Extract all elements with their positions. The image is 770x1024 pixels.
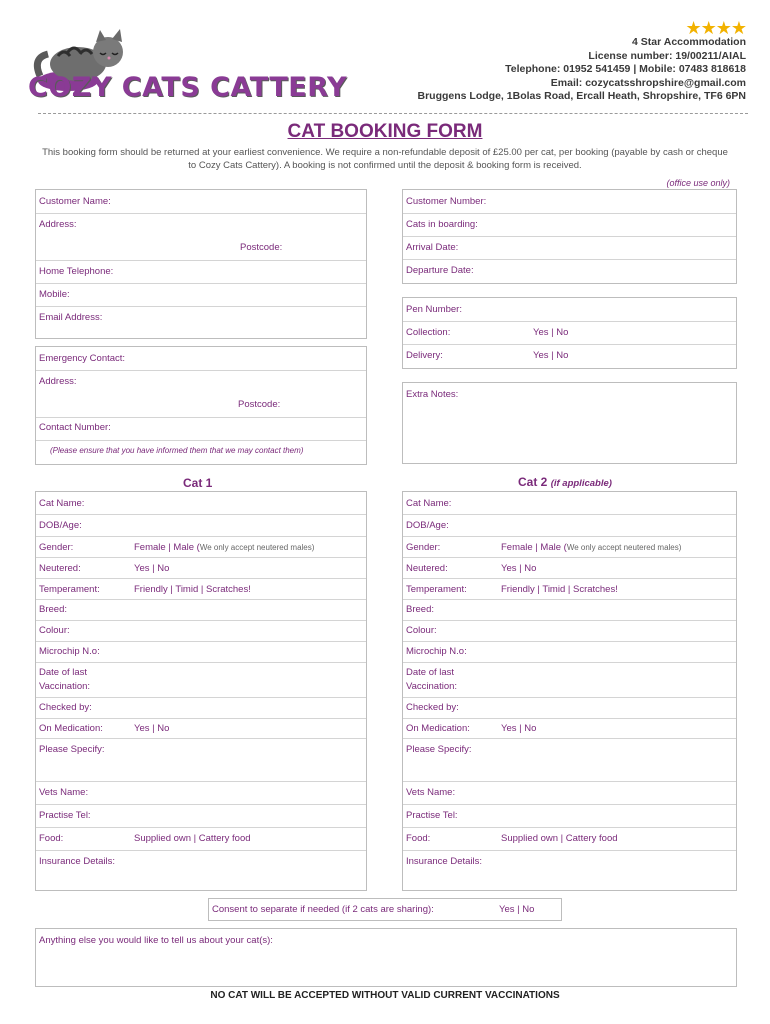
- delivery-options[interactable]: Yes | No: [533, 350, 569, 361]
- divider: [403, 662, 736, 663]
- divider: [36, 718, 366, 719]
- gender-options[interactable]: [501, 542, 681, 553]
- consent-box: [208, 898, 562, 921]
- emergency-contact-field[interactable]: Emergency Contact:: [39, 353, 126, 364]
- office-dates-box: [402, 189, 737, 284]
- practise-tel-field[interactable]: Practise Tel:: [406, 810, 458, 821]
- temperament-options[interactable]: Friendly | Timid | Scratches!: [134, 584, 251, 595]
- extra-notes-box[interactable]: [402, 382, 737, 464]
- medication-options[interactable]: Yes | No: [134, 723, 170, 734]
- divider: [36, 536, 366, 537]
- microchip-field[interactable]: Microchip N.o:: [39, 646, 100, 657]
- header-divider: [38, 113, 748, 114]
- accommodation-text: 4 Star Accommodation: [632, 36, 746, 48]
- divider: [403, 344, 736, 345]
- gender-note: We only accept neutered males): [199, 543, 315, 552]
- please-specify-field[interactable]: Please Specify:: [39, 744, 105, 755]
- breed-field[interactable]: Breed:: [406, 604, 434, 615]
- mobile-field[interactable]: Mobile:: [39, 289, 70, 300]
- divider: [403, 236, 736, 237]
- divider: [36, 370, 366, 371]
- contact-number-field[interactable]: Contact Number:: [39, 422, 111, 433]
- customer-number-field[interactable]: Customer Number:: [406, 196, 487, 207]
- emergency-address-field[interactable]: Address:: [39, 376, 77, 387]
- divider: [36, 781, 366, 782]
- vets-name-field[interactable]: Vets Name:: [39, 787, 89, 798]
- delivery-field: Delivery:: [406, 350, 443, 361]
- divider: [403, 697, 736, 698]
- collection-field: Collection:: [406, 327, 451, 338]
- gender-choices: Female | Male (: [134, 542, 200, 553]
- vaccination-warning: NO CAT WILL BE ACCEPTED WITHOUT VALID CURRENT VACCINATIONS: [210, 990, 560, 1001]
- cats-in-boarding-field[interactable]: Cats in boarding:: [406, 219, 478, 230]
- divider: [403, 213, 736, 214]
- cat2-note: (if applicable): [550, 478, 612, 489]
- anything-else-label: Anything else you would like to tell us about your cat(s):: [39, 935, 273, 946]
- insurance-field[interactable]: Insurance Details:: [406, 856, 483, 867]
- temperament-field: Temperament:: [406, 584, 467, 595]
- please-specify-field[interactable]: Please Specify:: [406, 744, 472, 755]
- arrival-date-field[interactable]: Arrival Date:: [406, 242, 459, 253]
- colour-field[interactable]: Colour:: [406, 625, 437, 636]
- contact-block: [418, 36, 746, 104]
- neutered-field: Neutered:: [406, 563, 448, 574]
- gender-choices: Female | Male (: [501, 542, 567, 553]
- vaccination-label-2[interactable]: Vaccination:: [39, 681, 91, 692]
- cat1-box: [35, 491, 367, 891]
- customer-details-box: [35, 189, 367, 339]
- divider: [403, 804, 736, 805]
- divider: [36, 557, 366, 558]
- neutered-options[interactable]: Yes | No: [501, 563, 537, 574]
- divider: [403, 536, 736, 537]
- customer-name-field[interactable]: Customer Name:: [39, 196, 111, 207]
- emergency-note: (Please ensure that you have informed them that we may contact them): [50, 446, 304, 455]
- cat1-heading: Cat 1: [183, 476, 213, 490]
- departure-date-field[interactable]: Departure Date:: [406, 265, 474, 276]
- divider: [36, 417, 366, 418]
- divider: [403, 599, 736, 600]
- divider: [403, 259, 736, 260]
- vaccination-label-1: Date of last: [406, 667, 455, 678]
- divider: [36, 440, 366, 441]
- divider: [403, 620, 736, 621]
- divider: [403, 850, 736, 851]
- vets-name-field[interactable]: Vets Name:: [406, 787, 456, 798]
- divider: [403, 781, 736, 782]
- office-pen-box: [402, 297, 737, 369]
- breed-field[interactable]: Breed:: [39, 604, 67, 615]
- practise-tel-field[interactable]: Practise Tel:: [39, 810, 91, 821]
- license-text: License number: 19/00211/AIAL: [588, 49, 746, 62]
- vaccination-label-2[interactable]: Vaccination:: [406, 681, 458, 692]
- postcode-field[interactable]: Postcode:: [240, 242, 283, 253]
- dob-field[interactable]: DOB/Age:: [406, 520, 449, 531]
- address-text: Bruggens Lodge, 1Bolas Road, Ercall Heath, Shropshire, TF6 6PN: [417, 90, 746, 103]
- cat-name-field[interactable]: Cat Name:: [39, 498, 85, 509]
- cat-name-field[interactable]: Cat Name:: [406, 498, 452, 509]
- divider: [36, 697, 366, 698]
- food-options[interactable]: Supplied own | Cattery food: [134, 833, 251, 844]
- home-telephone-field[interactable]: Home Telephone:: [39, 266, 114, 277]
- divider: [36, 514, 366, 515]
- email-field[interactable]: Email Address:: [39, 312, 103, 323]
- medication-field: On Medication:: [406, 723, 470, 734]
- collection-options[interactable]: Yes | No: [533, 327, 569, 338]
- food-field: Food:: [406, 833, 431, 844]
- temperament-field: Temperament:: [39, 584, 100, 595]
- consent-options[interactable]: Yes | No: [499, 904, 535, 915]
- divider: [36, 283, 366, 284]
- form-title: CAT BOOKING FORM: [287, 121, 483, 142]
- divider: [36, 260, 366, 261]
- consent-label: Consent to separate if needed (if 2 cats are sharing):: [212, 904, 434, 915]
- cat2-title: Cat 2: [518, 475, 548, 489]
- divider: [36, 213, 366, 214]
- divider: [403, 718, 736, 719]
- divider: [403, 578, 736, 579]
- divider: [36, 620, 366, 621]
- divider: [36, 641, 366, 642]
- microchip-field[interactable]: Microchip N.o:: [406, 646, 467, 657]
- food-options[interactable]: Supplied own | Cattery food: [501, 833, 618, 844]
- neutered-options[interactable]: Yes | No: [134, 563, 170, 574]
- medication-field: On Medication:: [39, 723, 103, 734]
- divider: [403, 827, 736, 828]
- email-text: Email: cozycatsshropshire@gmail.com: [550, 76, 746, 89]
- divider: [36, 827, 366, 828]
- divider: [36, 850, 366, 851]
- vaccination-label-1: Date of last: [39, 667, 88, 678]
- divider: [403, 557, 736, 558]
- extra-notes-label: Extra Notes:: [406, 389, 459, 400]
- checked-by-field[interactable]: Checked by:: [406, 702, 459, 713]
- cat2-box: [402, 491, 737, 891]
- address-field[interactable]: Address:: [39, 219, 77, 230]
- form-intro: This booking form should be returned at your earliest convenience. We require a non-refundable deposit of £25.00 per cat, per booking (payable by cash or cheque to Cozy Cats Cattery). A booking is not confirmed until the deposit & booking form is received.: [42, 147, 728, 171]
- gender-options[interactable]: [134, 542, 314, 553]
- colour-field[interactable]: Colour:: [39, 625, 70, 636]
- gender-field: Gender:: [39, 542, 74, 553]
- divider: [36, 662, 366, 663]
- insurance-field[interactable]: Insurance Details:: [39, 856, 116, 867]
- divider: [403, 641, 736, 642]
- divider: [36, 306, 366, 307]
- pen-number-field[interactable]: Pen Number:: [406, 304, 462, 315]
- anything-else-box[interactable]: [35, 928, 737, 987]
- checked-by-field[interactable]: Checked by:: [39, 702, 92, 713]
- temperament-options[interactable]: Friendly | Timid | Scratches!: [501, 584, 618, 595]
- brand-name: COZY CATS CATTERY: [28, 72, 348, 103]
- emergency-contact-box: [35, 346, 367, 465]
- medication-options[interactable]: Yes | No: [501, 723, 537, 734]
- divider: [36, 578, 366, 579]
- rating-stars: ★★★★: [685, 18, 746, 38]
- cat2-heading: [518, 475, 612, 489]
- divider: [403, 738, 736, 739]
- divider: [36, 599, 366, 600]
- gender-field: Gender:: [406, 542, 441, 553]
- dob-field[interactable]: DOB/Age:: [39, 520, 82, 531]
- divider: [36, 804, 366, 805]
- neutered-field: Neutered:: [39, 563, 81, 574]
- divider: [36, 738, 366, 739]
- office-use-note: (office use only): [666, 178, 730, 188]
- emergency-postcode-field[interactable]: Postcode:: [238, 399, 281, 410]
- telephone-text: Telephone: 01952 541459 | Mobile: 07483 818618: [505, 63, 746, 76]
- gender-note: We only accept neutered males): [566, 543, 682, 552]
- divider: [403, 514, 736, 515]
- food-field: Food:: [39, 833, 64, 844]
- divider: [403, 321, 736, 322]
